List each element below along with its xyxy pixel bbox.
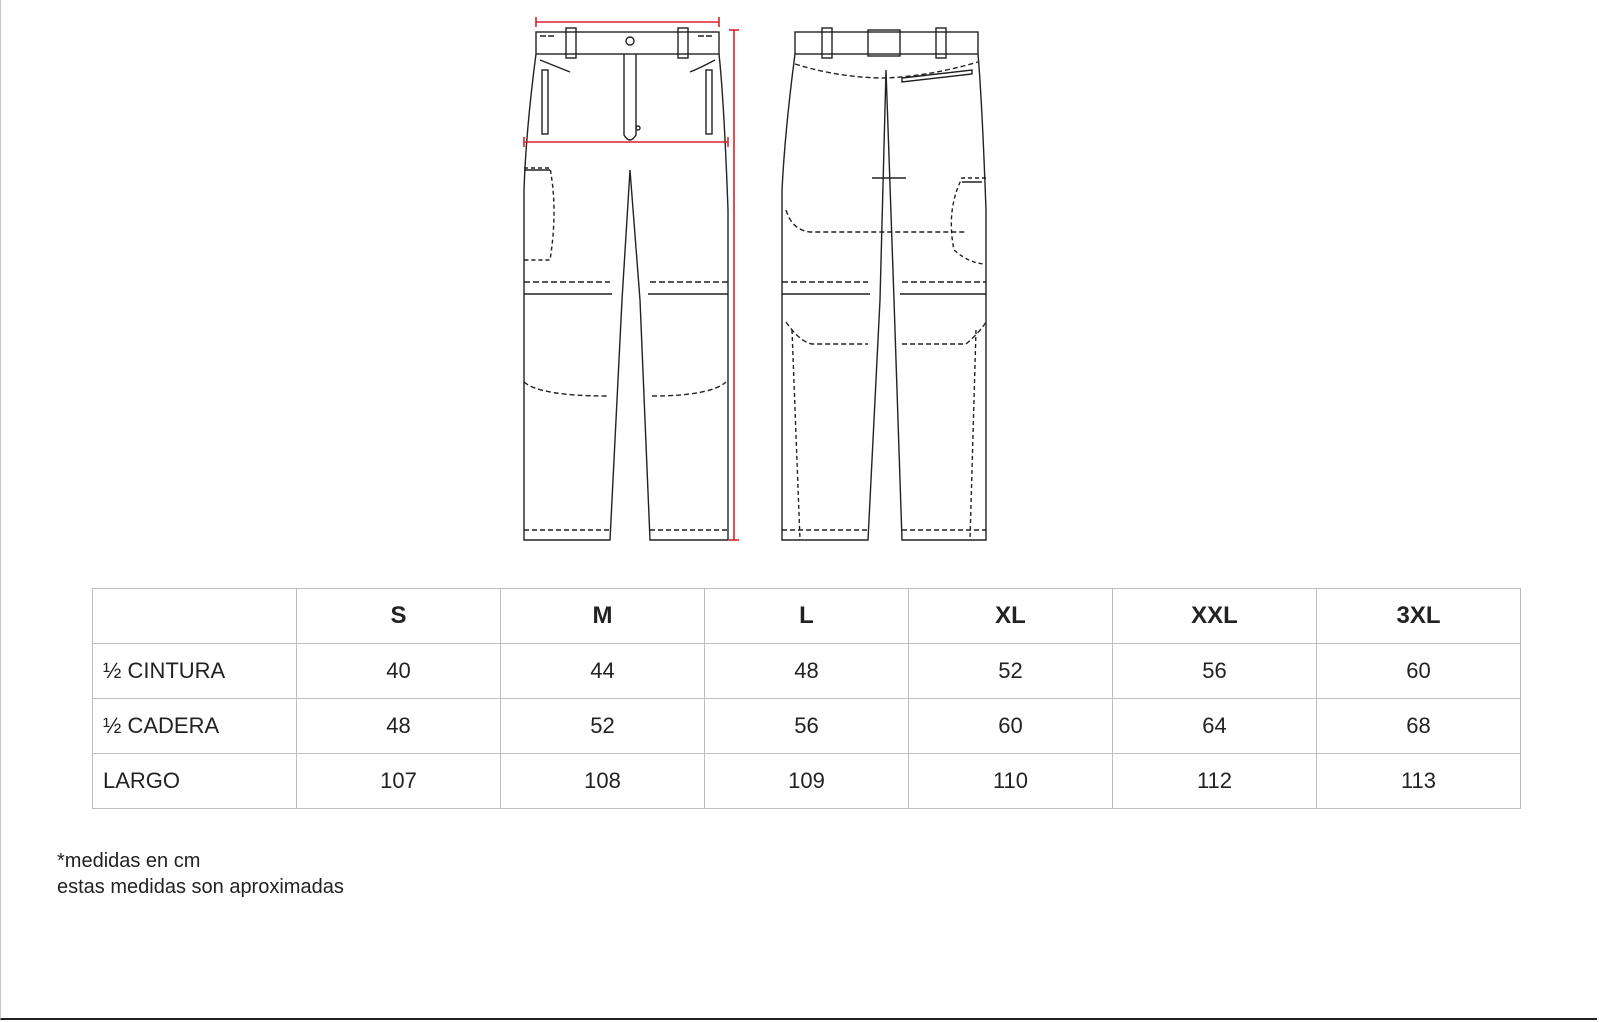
length-measure-line (729, 30, 739, 540)
table-cell: 44 (501, 644, 705, 699)
table-row (93, 699, 1521, 754)
table-cell: 60 (909, 699, 1113, 754)
size-header-xxl: XXL (1113, 589, 1317, 644)
table-cell: 40 (297, 644, 501, 699)
size-header-l: L (705, 589, 909, 644)
table-row (93, 754, 1521, 809)
table-corner-cell (93, 589, 297, 644)
table-cell: 107 (297, 754, 501, 809)
size-header-s: S (297, 589, 501, 644)
table-cell: 112 (1113, 754, 1317, 809)
front-view (524, 28, 728, 540)
back-view (782, 28, 986, 540)
table-cell: 64 (1113, 699, 1317, 754)
table-cell: 68 (1317, 699, 1521, 754)
row-label-waist: ½ CINTURA (93, 644, 297, 699)
table-cell: 52 (501, 699, 705, 754)
table-cell: 113 (1317, 754, 1521, 809)
note-approximate: estas medidas son aproximadas (57, 876, 344, 898)
table-cell: 60 (1317, 644, 1521, 699)
table-cell: 110 (909, 754, 1113, 809)
table-cell: 56 (1113, 644, 1317, 699)
table-cell: 48 (297, 699, 501, 754)
measurement-notes (57, 848, 344, 900)
size-header-row (93, 589, 1521, 644)
size-table (92, 588, 1521, 809)
size-header-xl: XL (909, 589, 1113, 644)
note-units: *medidas en cm (57, 850, 201, 872)
table-row (93, 644, 1521, 699)
table-cell: 56 (705, 699, 909, 754)
size-header-3xl: 3XL (1317, 589, 1521, 644)
row-label-length: LARGO (93, 754, 297, 809)
table-cell: 109 (705, 754, 909, 809)
trousers-technical-drawing (510, 10, 1030, 570)
row-label-hip: ½ CADERA (93, 699, 297, 754)
table-cell: 52 (909, 644, 1113, 699)
table-cell: 108 (501, 754, 705, 809)
waist-measure-line (536, 17, 719, 27)
size-header-m: M (501, 589, 705, 644)
table-cell: 48 (705, 644, 909, 699)
